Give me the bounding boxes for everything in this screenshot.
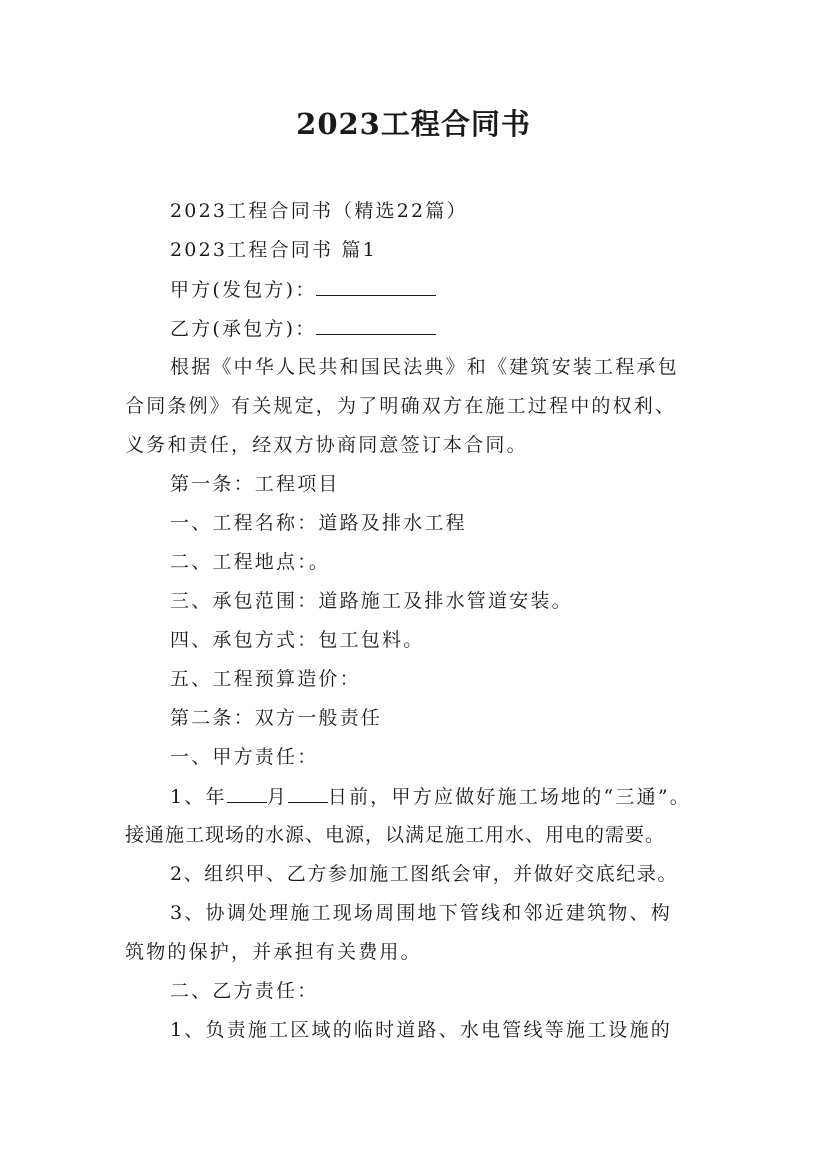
duty-a1-part-2: 月: [266, 786, 288, 808]
article-1-heading: 第一条：工程项目: [170, 473, 340, 495]
party-b-label: 乙方(承包方)：: [170, 318, 317, 340]
party-a-blank: [316, 275, 436, 296]
duty-a1-part-1: 1、年: [170, 786, 227, 808]
intro-line-1: 根据《中华人民共和国民法典》和《建筑安装工程承包: [170, 356, 679, 378]
intro-line-2: 合同条例》有关规定，为了明确双方在施工过程中的权利、: [125, 395, 677, 417]
party-a-line: [170, 275, 436, 304]
duty-a3-line-2: 筑物的保护，并承担有关费用。: [125, 941, 422, 963]
duty-a3-line-1: 3、协调处理施工现场周围地下管线和邻近建筑物、构: [170, 902, 672, 924]
article-1-item-2: 二、工程地点：。: [170, 551, 331, 573]
document-title: 2023工程合同书: [296, 107, 531, 141]
party-b-duties-heading: 二、乙方责任：: [170, 980, 319, 1002]
article-2-heading: 第二条：双方一般责任: [170, 707, 383, 729]
duty-a1-line: [170, 782, 691, 811]
year-blank: [227, 782, 267, 803]
duty-b1: 1、负责施工区域的临时道路、水电管线等施工设施的: [170, 1019, 672, 1041]
party-a-duties-heading: 一、甲方责任：: [170, 746, 319, 768]
duty-a1-continuation: 接通施工现场的水源、电源，以满足施工用水、用电的需要。: [125, 824, 666, 846]
month-blank: [288, 782, 328, 803]
duty-a2: 2、组织甲、乙方参加施工图纸会审，并做好交底纪录。: [170, 863, 679, 885]
party-a-label: 甲方(发包方)：: [170, 279, 317, 301]
section-heading: 2023工程合同书 篇1: [170, 239, 377, 261]
intro-line-3: 义务和责任，经双方协商同意签订本合同。: [125, 434, 528, 456]
article-1-item-3: 三、承包范围：道路施工及排水管道安装。: [170, 590, 573, 612]
duty-a1-part-3: 日前，甲方应做好施工场地的“三通”。: [327, 786, 691, 808]
party-b-line: [170, 314, 436, 343]
document-subtitle: 2023工程合同书（精选22篇）: [170, 200, 468, 222]
article-1-item-5: 五、工程预算造价：: [170, 668, 361, 690]
article-1-item-1: 一、工程名称：道路及排水工程: [170, 512, 467, 534]
party-b-blank: [316, 314, 436, 335]
article-1-item-4: 四、承包方式：包工包料。: [170, 629, 425, 651]
